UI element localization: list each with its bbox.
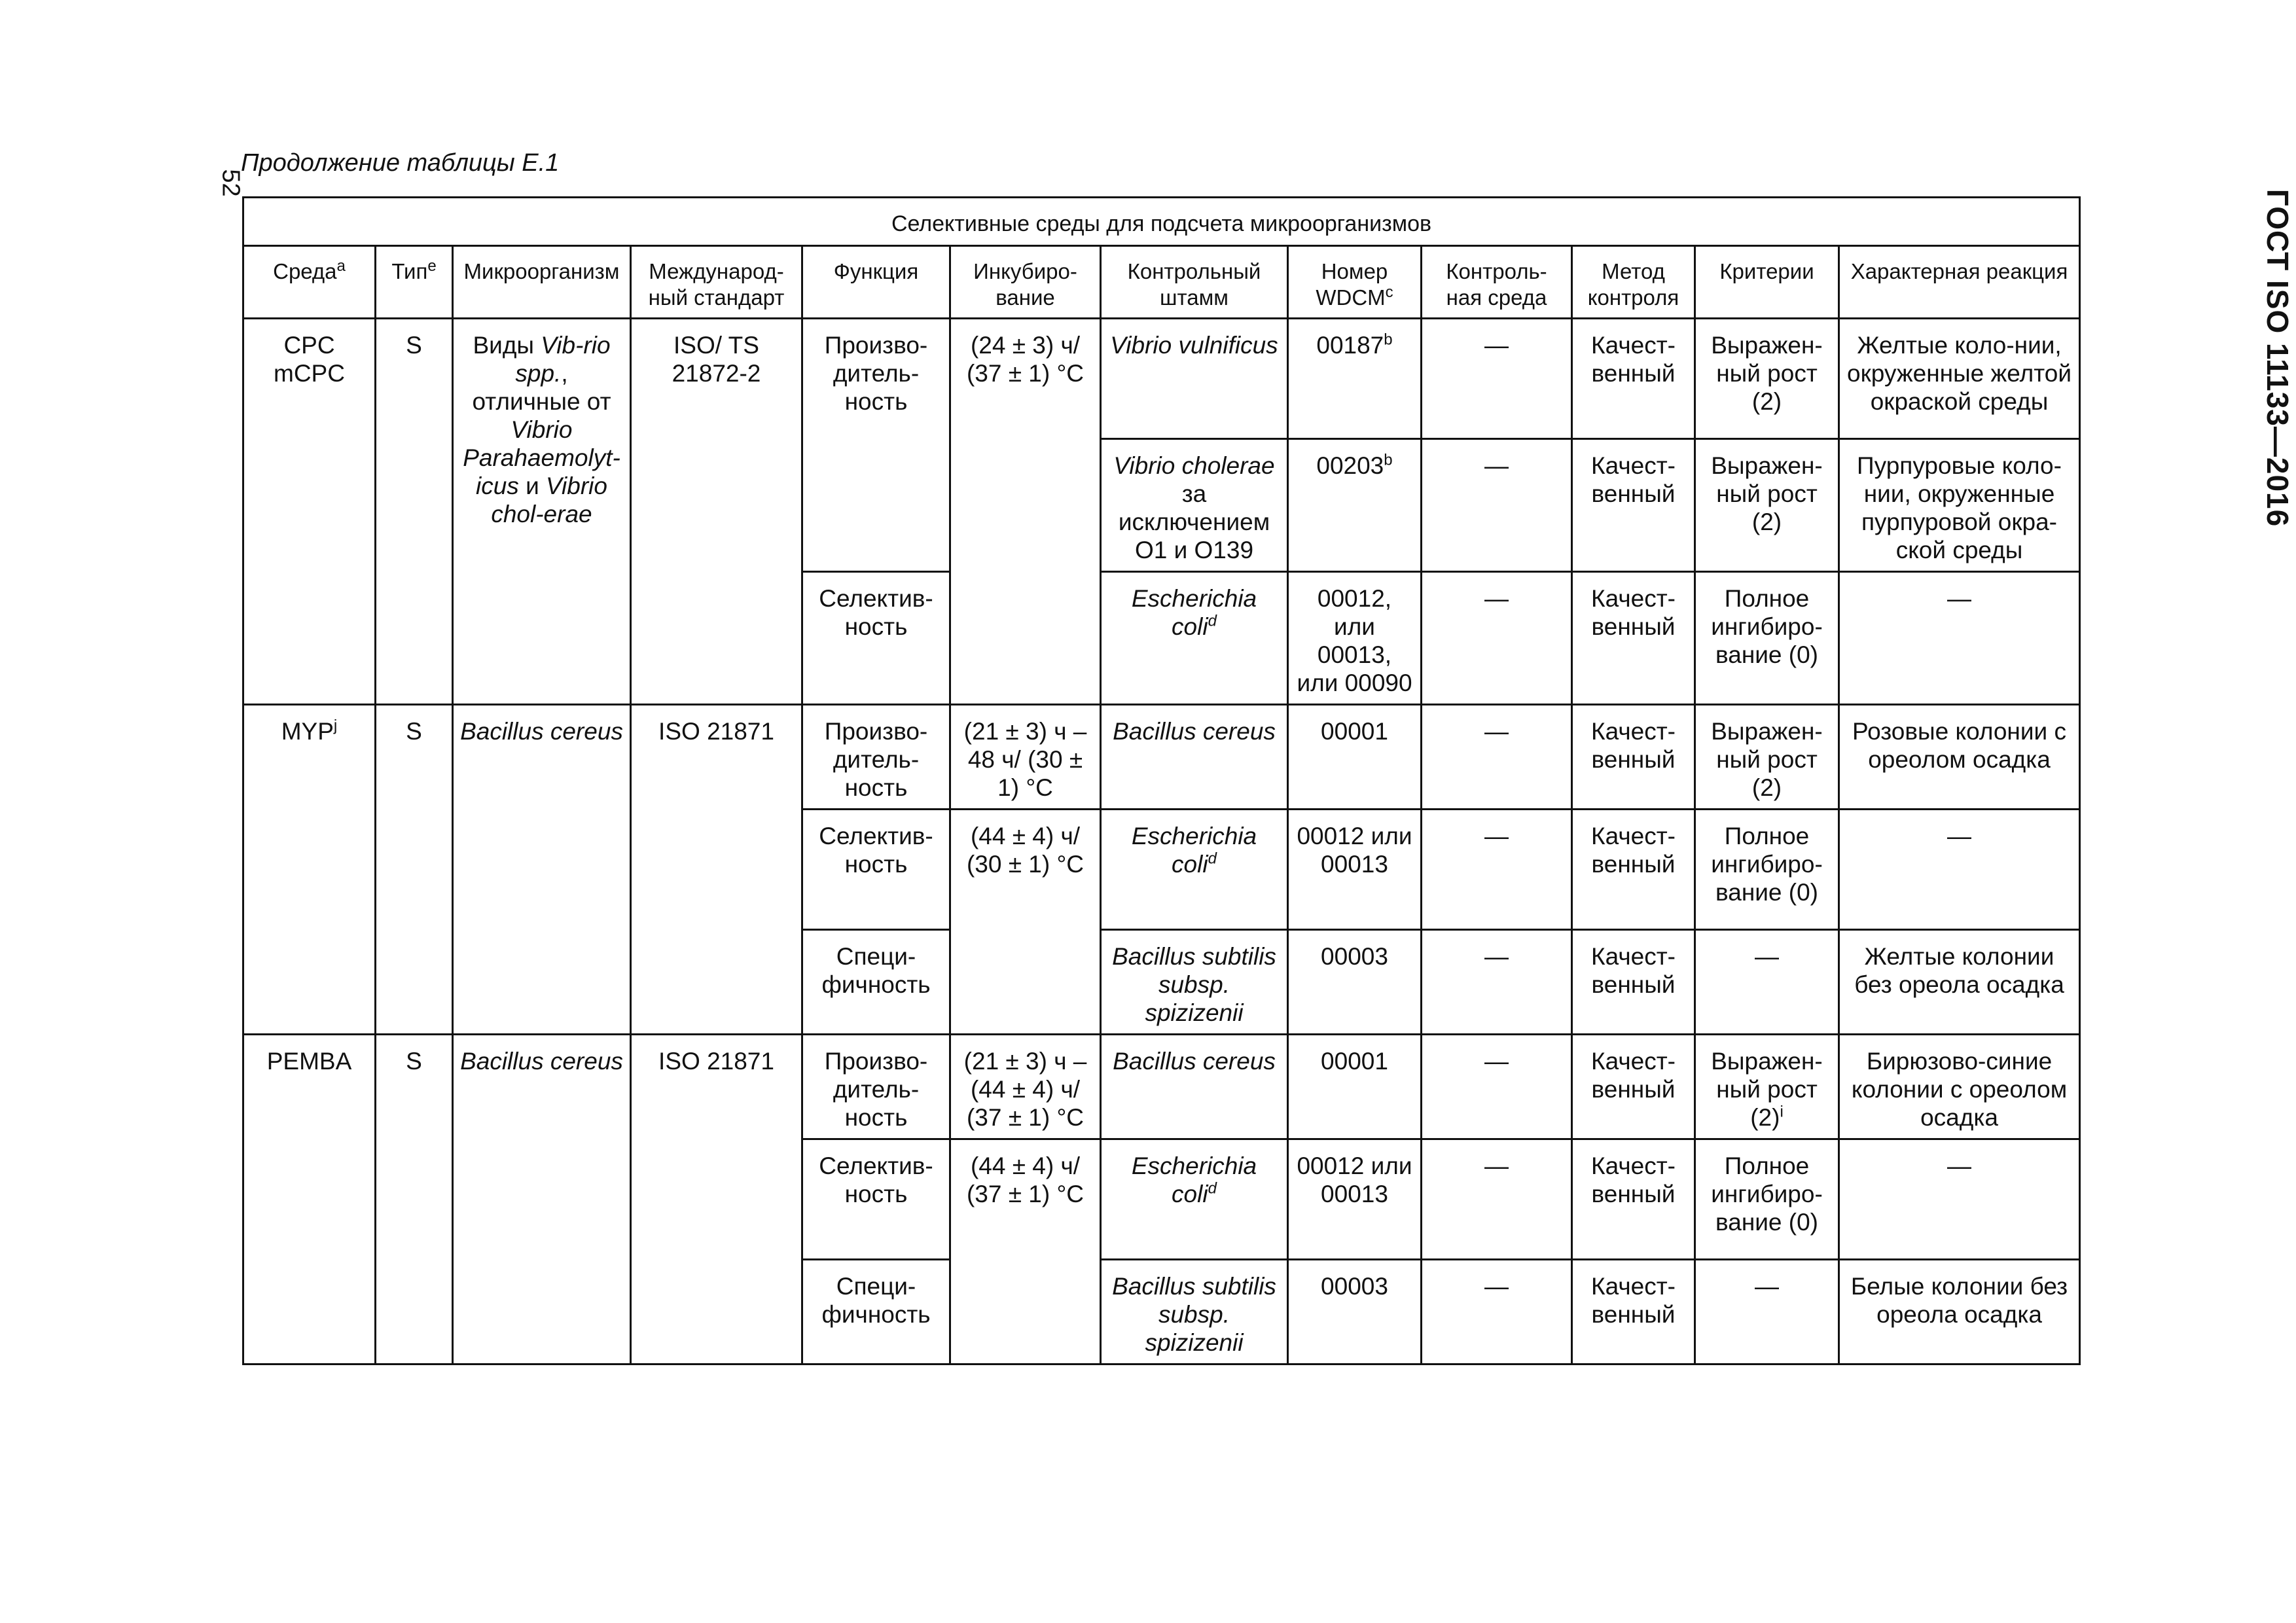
- cell-criteria: Выражен-ный рост (2): [1695, 705, 1839, 810]
- cell-standard: ISO 21871: [631, 1035, 802, 1364]
- cell-type: S: [376, 319, 453, 705]
- cell-method: Качест-венный: [1572, 930, 1695, 1035]
- cell-function: Произво-дитель-ность: [802, 705, 950, 810]
- cell-type: S: [376, 1035, 453, 1364]
- cell-type: S: [376, 705, 453, 1035]
- header-control-medium: Контроль-ная среда: [1422, 246, 1572, 319]
- table-row: [243, 319, 2080, 439]
- header-method: Метод контроля: [1572, 246, 1695, 319]
- cell-criteria: Выражен-ный рост $(2)^i$: [1695, 1035, 1839, 1139]
- cell-organism: Bacillus cereus: [453, 1035, 631, 1364]
- cell-strain: Escherichia coli$^d$: [1101, 810, 1288, 930]
- cell-method: Качест-венный: [1572, 319, 1695, 439]
- cell-strain: Vibrio vulnificus: [1101, 319, 1288, 439]
- cell-control-medium: —: [1422, 930, 1572, 1035]
- cell-strain: Vibrio cholerae за исключением O1 и O139: [1101, 439, 1288, 572]
- header-type: Тип$^e$: [376, 246, 453, 319]
- cell-incubation: (44 ± 4) ч/ (30 ± 1) °C: [950, 810, 1101, 1035]
- cell-medium: CPC mCPC: [243, 319, 376, 705]
- cell-function: Селектив-ность: [802, 572, 950, 705]
- cell-incubation: (21 ± 3) ч – 48 ч/ (30 ± 1) °C: [950, 705, 1101, 810]
- header-medium: Среда$^a$: [243, 246, 376, 319]
- cell-standard: ISO 21871: [631, 705, 802, 1035]
- cell-reaction: Бирюзово-синие колонии с ореолом осадка: [1839, 1035, 2080, 1139]
- table-row: [243, 1035, 2080, 1139]
- cell-wdcm: 00003: [1288, 930, 1422, 1035]
- cell-strain: Escherichia coli$^d$: [1101, 1139, 1288, 1260]
- cell-wdcm: 00012 или 00013: [1288, 1139, 1422, 1260]
- cell-control-medium: —: [1422, 810, 1572, 930]
- document-standard-title: ГОСТ ISO 11133—2016: [2261, 188, 2295, 527]
- cell-method: Качест-венный: [1572, 1035, 1695, 1139]
- header-organism: Микроорганизм: [453, 246, 631, 319]
- cell-wdcm: 00003: [1288, 1260, 1422, 1364]
- cell-reaction: —: [1839, 810, 2080, 930]
- header-incubation: Инкубиро-вание: [950, 246, 1101, 319]
- cell-reaction: —: [1839, 1139, 2080, 1260]
- cell-reaction: Пурпуровые коло-нии, окруженные пурпуровой окра-ской среды: [1839, 439, 2080, 572]
- cell-control-medium: —: [1422, 1139, 1572, 1260]
- cell-reaction: Розовые колонии с ореолом осадка: [1839, 705, 2080, 810]
- cell-function: Селектив-ность: [802, 1139, 950, 1260]
- cell-control-medium: —: [1422, 319, 1572, 439]
- cell-strain: Bacillus cereus: [1101, 1035, 1288, 1139]
- cell-standard: ISO/ TS 21872-2: [631, 319, 802, 705]
- cell-criteria: Полное ингибиро-вание (0): [1695, 572, 1839, 705]
- cell-strain: Bacillus cereus: [1101, 705, 1288, 810]
- cell-wdcm: 00001: [1288, 1035, 1422, 1139]
- cell-function: Специ-фичность: [802, 930, 950, 1035]
- cell-criteria: Выражен-ный рост (2): [1695, 439, 1839, 572]
- cell-function: Селектив-ность: [802, 810, 950, 930]
- table-row: [243, 705, 2080, 810]
- table-group-title: Селективные среды для подсчета микроорганизмов: [243, 198, 2080, 246]
- cell-wdcm: 00012, или 00013, или 00090: [1288, 572, 1422, 705]
- header-wdcm: Номер WDCM$^c$: [1288, 246, 1422, 319]
- cell-medium: MYP$^j$: [243, 705, 376, 1035]
- cell-reaction: Белые колонии без ореола осадка: [1839, 1260, 2080, 1364]
- cell-control-medium: —: [1422, 705, 1572, 810]
- cell-method: Качест-венный: [1572, 439, 1695, 572]
- cell-criteria: Выражен-ный рост (2): [1695, 319, 1839, 439]
- cell-reaction: Желтые коло-нии, окруженные желтой окраской среды: [1839, 319, 2080, 439]
- cell-wdcm: 00187$^b$: [1288, 319, 1422, 439]
- cell-strain: Bacillus subtilis subsp. spizizenii: [1101, 930, 1288, 1035]
- cell-function: Произво-дитель-ность: [802, 319, 950, 572]
- cell-criteria: —: [1695, 930, 1839, 1035]
- cell-control-medium: —: [1422, 572, 1572, 705]
- cell-method: Качест-венный: [1572, 1260, 1695, 1364]
- cell-control-medium: —: [1422, 439, 1572, 572]
- header-strain: Контрольный штамм: [1101, 246, 1288, 319]
- cell-incubation: (24 ± 3) ч/ (37 ± 1) °C: [950, 319, 1101, 705]
- page-number: 52: [217, 169, 245, 197]
- cell-strain: Escherichia coli$^d$: [1101, 572, 1288, 705]
- cell-control-medium: —: [1422, 1035, 1572, 1139]
- header-criteria: Критерии: [1695, 246, 1839, 319]
- header-standard: Международ-ный стандарт: [631, 246, 802, 319]
- cell-criteria: —: [1695, 1260, 1839, 1364]
- cell-method: Качест-венный: [1572, 1139, 1695, 1260]
- table-caption: Продолжение таблицы E.1: [241, 149, 560, 177]
- cell-strain: Bacillus subtilis subsp. spizizenii: [1101, 1260, 1288, 1364]
- header-reaction: Характерная реакция: [1839, 246, 2080, 319]
- cell-method: Качест-венный: [1572, 705, 1695, 810]
- cell-wdcm: 00203$^b$: [1288, 439, 1422, 572]
- cell-control-medium: —: [1422, 1260, 1572, 1364]
- cell-medium: PEMBA: [243, 1035, 376, 1364]
- cell-method: Качест-венный: [1572, 810, 1695, 930]
- cell-function: Специ-фичность: [802, 1260, 950, 1364]
- cell-criteria: Полное ингибиро-вание (0): [1695, 1139, 1839, 1260]
- cell-organism: Bacillus cereus: [453, 705, 631, 1035]
- media-table: [242, 196, 2081, 1365]
- cell-criteria: Полное ингибиро-вание (0): [1695, 810, 1839, 930]
- cell-incubation: (44 ± 4) ч/ (37 ± 1) °C: [950, 1139, 1101, 1364]
- cell-wdcm: 00001: [1288, 705, 1422, 810]
- cell-reaction: Желтые колонии без ореола осадка: [1839, 930, 2080, 1035]
- cell-method: Качест-венный: [1572, 572, 1695, 705]
- cell-function: Произво-дитель-ность: [802, 1035, 950, 1139]
- cell-incubation: (21 ± 3) ч – (44 ± 4) ч/ (37 ± 1) °C: [950, 1035, 1101, 1139]
- cell-organism: Виды Vib-rio spp., отличные от Vibrio Parahaemolyt-icus и Vibrio chol-erae: [453, 319, 631, 705]
- cell-reaction: —: [1839, 572, 2080, 705]
- cell-wdcm: 00012 или 00013: [1288, 810, 1422, 930]
- header-function: Функция: [802, 246, 950, 319]
